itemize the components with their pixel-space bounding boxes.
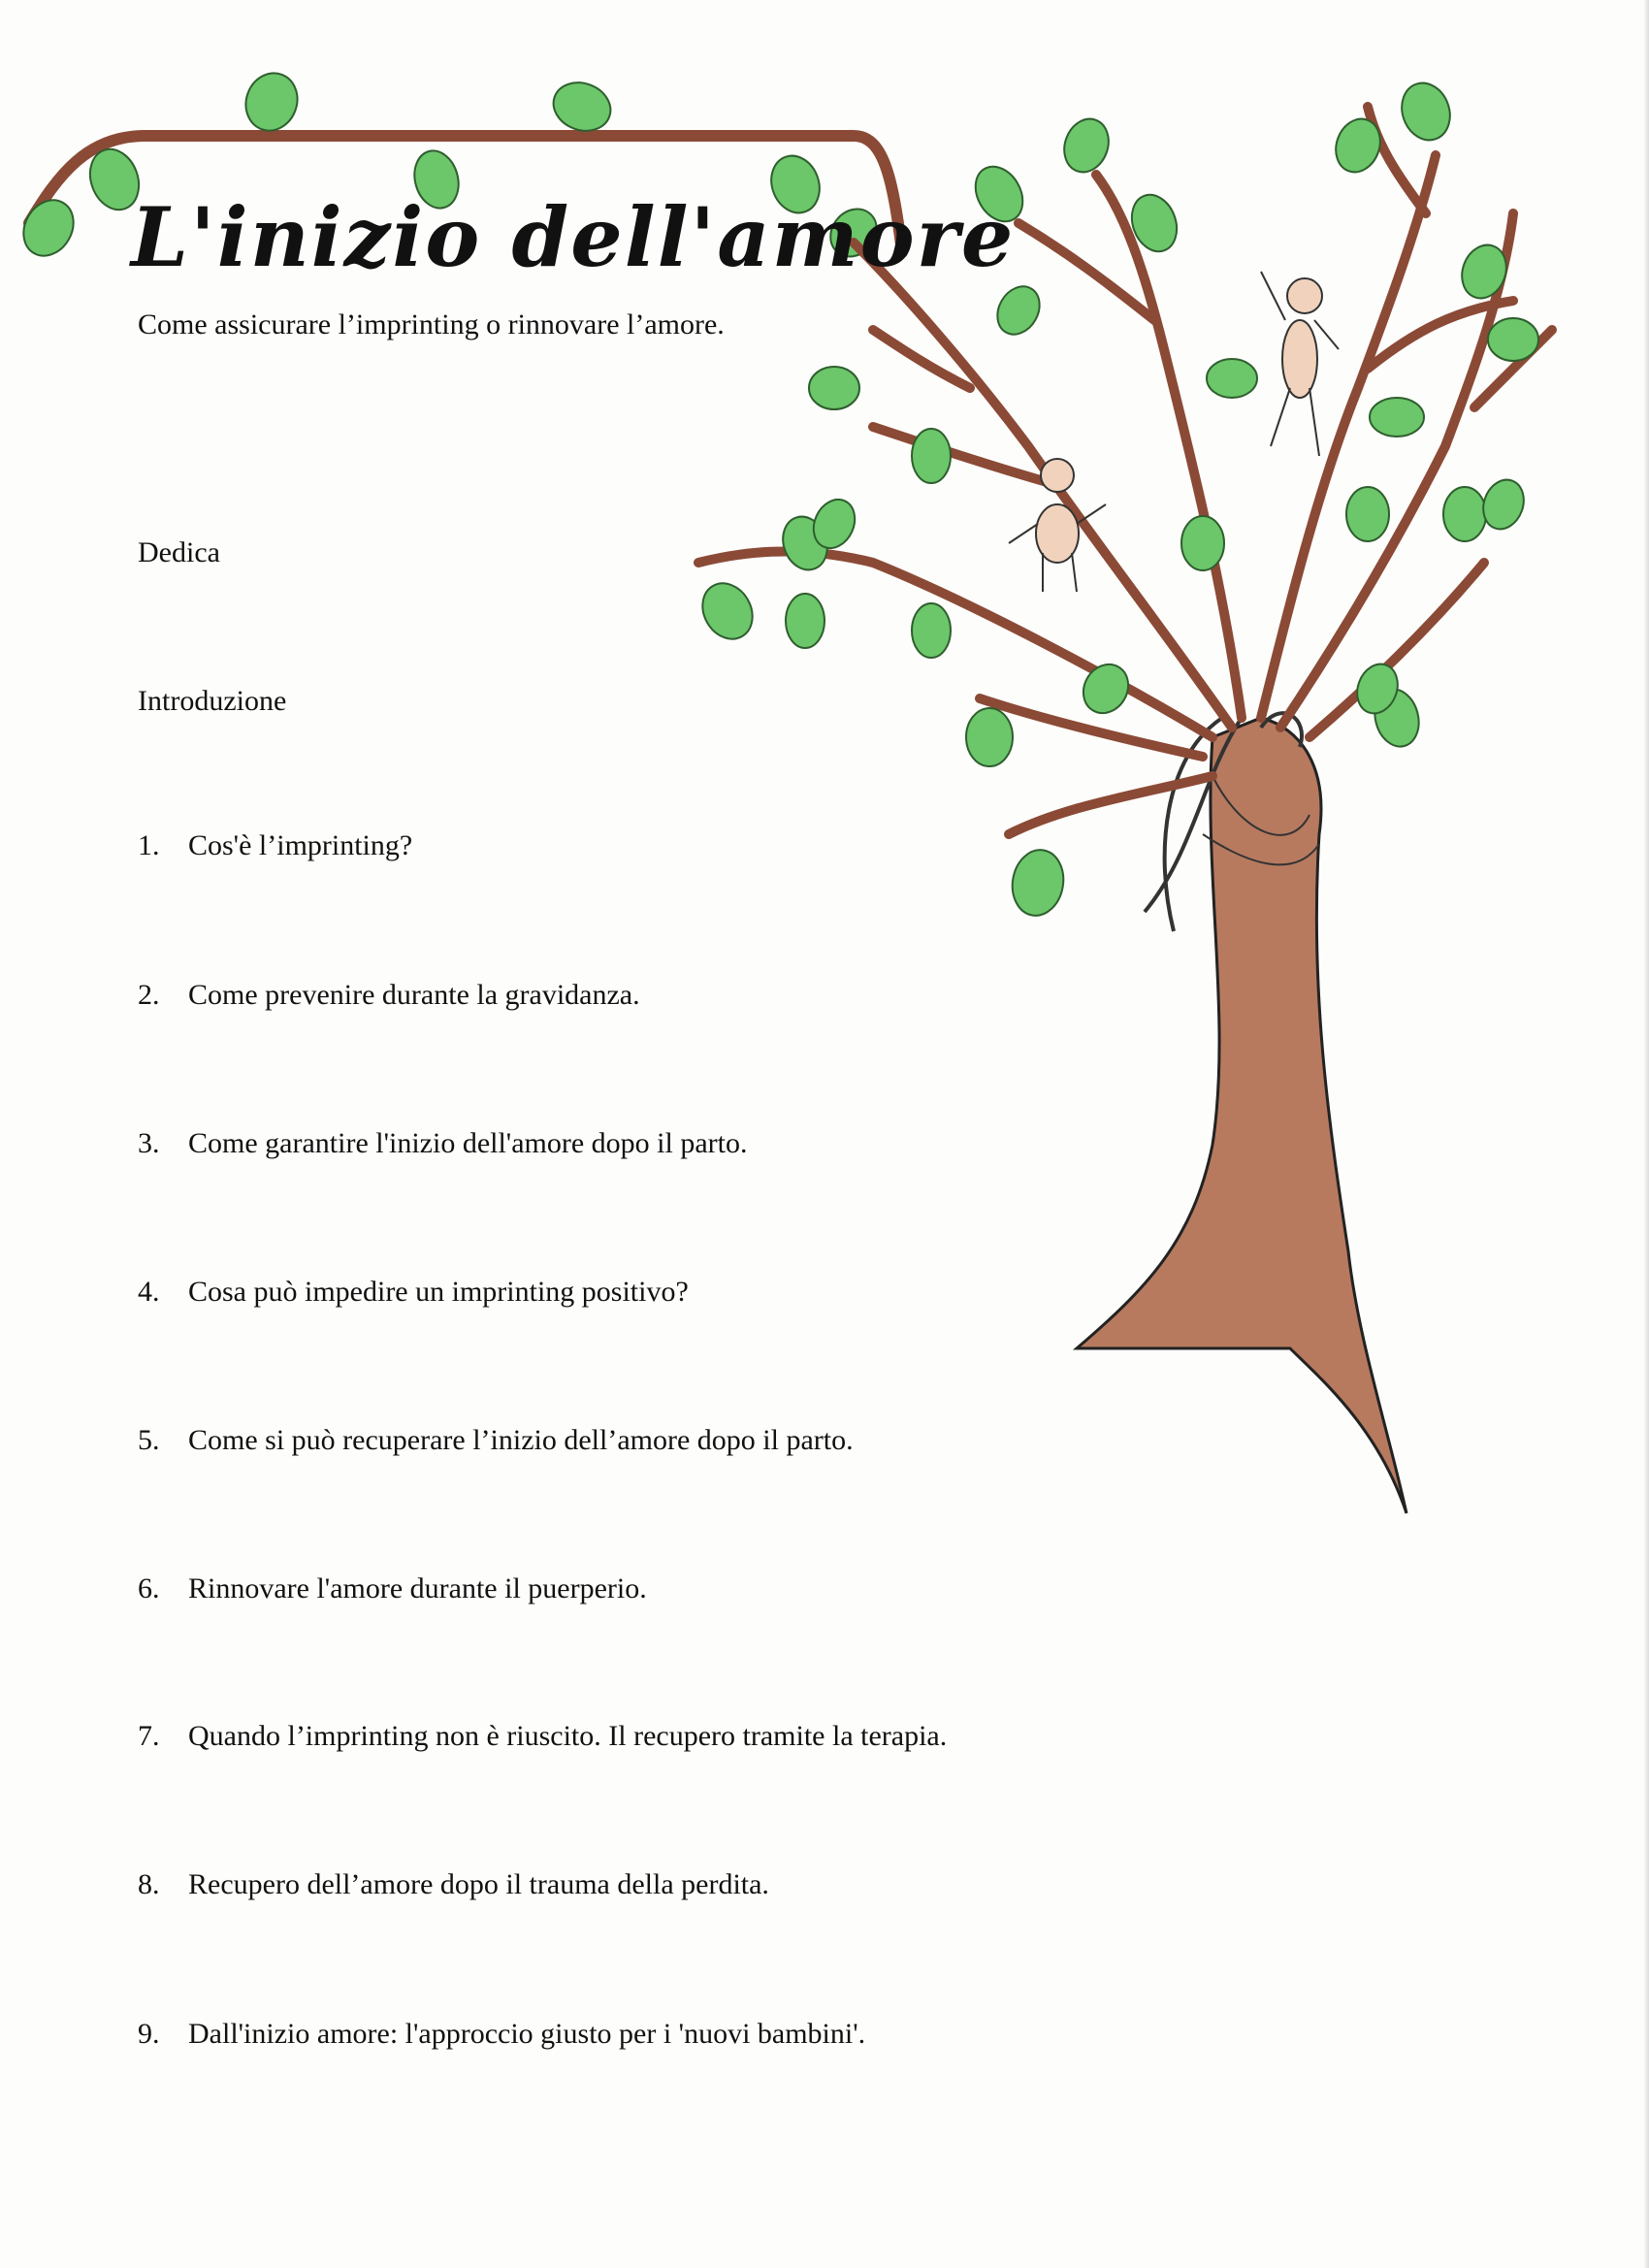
toc-text: Come garantire l'inizio dell'amore dopo il parto. (188, 1127, 748, 1159)
document-subtitle: Come assicurare l’imprinting o rinnovare l’amore. (138, 308, 725, 340)
toc-text: Come prevenire durante la gravidanza. (188, 979, 640, 1011)
toc-number: 2. (138, 979, 160, 1011)
toc-number: 1. (138, 829, 160, 861)
toc-number: 7. (138, 1720, 160, 1752)
tree-trunk (1077, 718, 1406, 1513)
toc-text: Rinnovare l'amore durante il puerperio. (188, 1572, 647, 1604)
toc-number: 5. (138, 1424, 160, 1456)
toc-number: 4. (138, 1276, 160, 1308)
toc-item (138, 1276, 689, 1309)
scan-edge (1643, 0, 1649, 2268)
toc-item (138, 829, 412, 862)
toc-item (138, 979, 640, 1012)
toc-number: 9. (138, 2018, 160, 2050)
section-introduzione: Introduzione (138, 685, 287, 717)
child-figure-upper (1261, 272, 1339, 456)
toc-item (138, 1720, 947, 1753)
toc-text: Come si può recuperare l’inizio dell’amore dopo il parto. (188, 1424, 854, 1456)
toc-text: Dall'inizio amore: l'approccio giusto per i 'nuovi bambini'. (188, 2018, 866, 2050)
toc-text: Cosa può impedire un imprinting positivo? (188, 1276, 689, 1308)
toc-text: Quando l’imprinting non è riuscito. Il recupero tramite la terapia. (188, 1720, 948, 1752)
toc-number: 6. (138, 1572, 160, 1604)
toc-item (138, 1424, 854, 1457)
toc-text: Cos'è l’imprinting? (188, 829, 413, 861)
toc-text: Recupero dell’amore dopo il trauma della perdita. (188, 1868, 769, 1900)
toc-item (138, 1572, 647, 1605)
document-title: L'inizio dell'amore (131, 189, 1016, 285)
toc-item (138, 1127, 747, 1160)
toc-number: 3. (138, 1127, 160, 1159)
toc-item (138, 1868, 769, 1901)
section-dedica: Dedica (138, 536, 220, 568)
toc-number: 8. (138, 1868, 160, 1900)
toc-item (138, 2018, 865, 2051)
